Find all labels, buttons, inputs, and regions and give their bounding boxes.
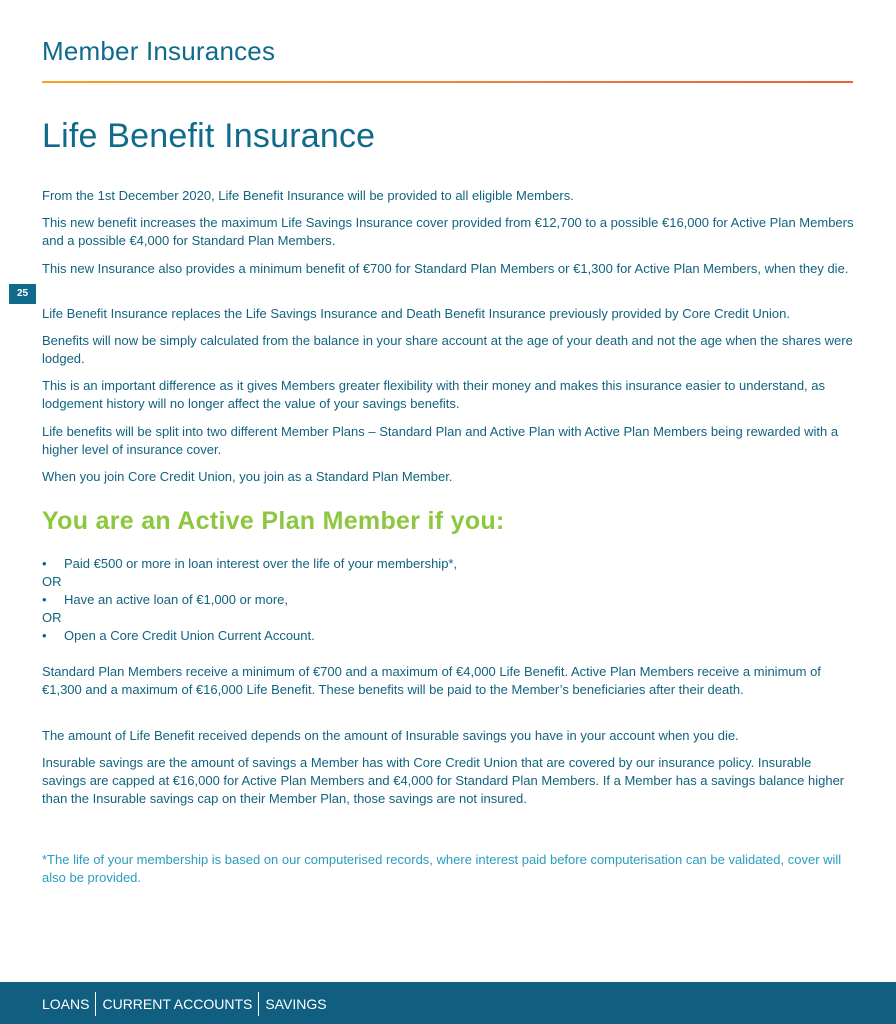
or-separator: OR [42, 610, 62, 625]
intro-paragraph: When you join Core Credit Union, you join as a Standard Plan Member. [42, 469, 453, 484]
eligibility-bullet [42, 627, 315, 645]
page-number-badge: 25 [9, 284, 36, 304]
section-title: Member Insurances [42, 36, 276, 66]
footnote: *The life of your membership is based on our computerised records, where interest paid before computerisation can be validated, cover will also be provided. [42, 852, 842, 885]
bullet-text: Paid €500 or more in loan interest over the life of your membership*, [64, 556, 458, 571]
bullet-text: Have an active loan of €1,000 or more, [64, 592, 289, 607]
intro-paragraph: This is an important difference as it gives Members greater flexibility with their money and makes this insurance easier to understand, as lodgement history will no longer affect the value of your savings benefits. [42, 378, 826, 411]
or-separator: OR [42, 574, 62, 589]
intro-paragraph: This new benefit increases the maximum Life Savings Insurance cover provided from €12,700 to a possible €16,000 for Active Plan Members and a possible €4,000 for Standard Plan Members. [42, 215, 854, 248]
intro-paragraph: Life Benefit Insurance replaces the Life Savings Insurance and Death Benefit Insurance previously provided by Core Credit Union. [42, 306, 790, 321]
closing-paragraph: Standard Plan Members receive a minimum of €700 and a maximum of €4,000 Life Benefit. Active Plan Members receive a minimum of €1,300 and a maximum of €16,000 Life Benefit. These benefits will be paid to the Member’s beneficiaries after their death. [42, 664, 821, 697]
intro-paragraph: From the 1st December 2020, Life Benefit Insurance will be provided to all eligible Members. [42, 188, 574, 203]
header-divider [42, 81, 853, 83]
eligibility-bullet [42, 555, 457, 573]
intro-paragraph: This new Insurance also provides a minimum benefit of €700 for Standard Plan Members or €1,300 for Active Plan Members, when they die. [42, 261, 849, 276]
active-plan-heading: You are an Active Plan Member if you: [42, 507, 505, 535]
footer-link-current-accounts[interactable]: CURRENT ACCOUNTS [102, 996, 253, 1012]
bullet-text: Open a Core Credit Union Current Account. [64, 628, 315, 643]
footer-link-loans[interactable]: LOANS [42, 996, 90, 1012]
footer-link-savings[interactable]: SAVINGS [265, 996, 327, 1012]
intro-paragraph: Benefits will now be simply calculated from the balance in your share account at the age of your death and not the age when the shares were lodged. [42, 333, 853, 366]
closing-paragraph: Insurable savings are the amount of savings a Member has with Core Credit Union that are covered by our insurance policy. Insurable savings are capped at €16,000 for Active Plan Members and €4,000 for Standard Plan Members. If a Member has a savings balance higher than the Insurable savings cap on their Member Plan, those savings are not insured. [42, 755, 845, 806]
bullet-icon: • [42, 592, 47, 607]
bullet-icon: • [42, 556, 47, 571]
footer-nav [42, 993, 333, 1015]
bullet-icon: • [42, 628, 47, 643]
footer-bar [0, 982, 896, 1024]
page-title: Life Benefit Insurance [42, 117, 376, 155]
closing-paragraph: The amount of Life Benefit received depends on the amount of Insurable savings you have in your account when you die. [42, 728, 739, 743]
eligibility-bullet [42, 591, 288, 609]
intro-paragraph: Life benefits will be split into two different Member Plans – Standard Plan and Active Plan with Active Plan Members being rewarded with a higher level of insurance cover. [42, 424, 839, 457]
